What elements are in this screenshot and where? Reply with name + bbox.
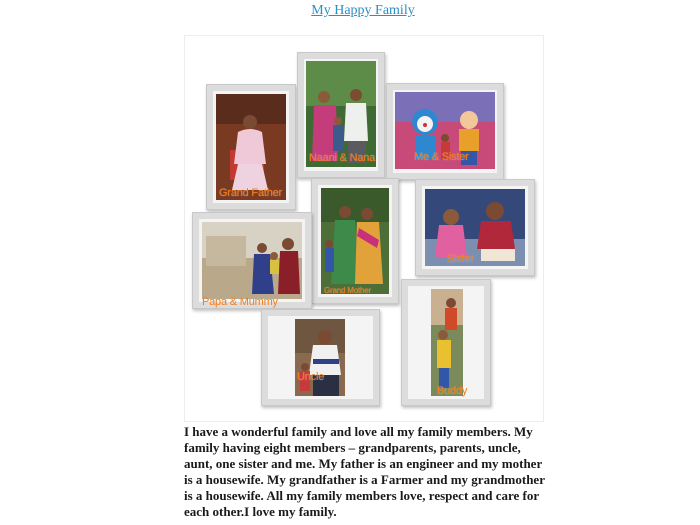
photo-frame-sisters — [415, 179, 535, 276]
photo-sisters — [425, 189, 525, 266]
caption-grandfather: Grand Father — [219, 187, 283, 199]
caption-sisters: Sister — [447, 253, 474, 265]
caption-papa-mummy: Papa & Mummy — [202, 296, 278, 308]
caption-me-sister: Me & Sister — [414, 151, 469, 163]
photo-frame-grandfather — [206, 84, 296, 210]
photo-frame-buddy — [401, 279, 491, 406]
photo-papa-mummy — [202, 222, 302, 299]
photo-frame-uncle — [261, 309, 380, 406]
page-title-link[interactable]: My Happy Family — [311, 3, 415, 18]
photo-uncle — [295, 319, 345, 396]
photo-frame-me-sister — [386, 83, 504, 180]
photo-frame-naani-nana — [297, 52, 385, 178]
family-photo-collage — [184, 35, 544, 422]
photo-grandmother — [321, 188, 389, 294]
photo-buddy — [431, 289, 463, 396]
caption-naani-nana: Naani & Nana — [309, 152, 376, 164]
photo-grandfather — [216, 94, 286, 200]
photo-frame-grandmother — [311, 178, 399, 304]
caption-buddy: Buddy — [437, 385, 468, 397]
photo-frame-papa-mummy — [192, 212, 312, 309]
family-description: I have a wonderful family and love all my family members. My family having eight members – grandparents, parents, uncle, aunt, one sister and me. My father is an engineer and my mother is a housewife. My grandfather is a Farmer and my grandmother is a housewife. All my family members love, respect and care for each other.I love my family. — [184, 424, 545, 519]
caption-grandmother: Grand Mother — [324, 286, 371, 295]
caption-uncle: Uncle — [297, 371, 325, 383]
